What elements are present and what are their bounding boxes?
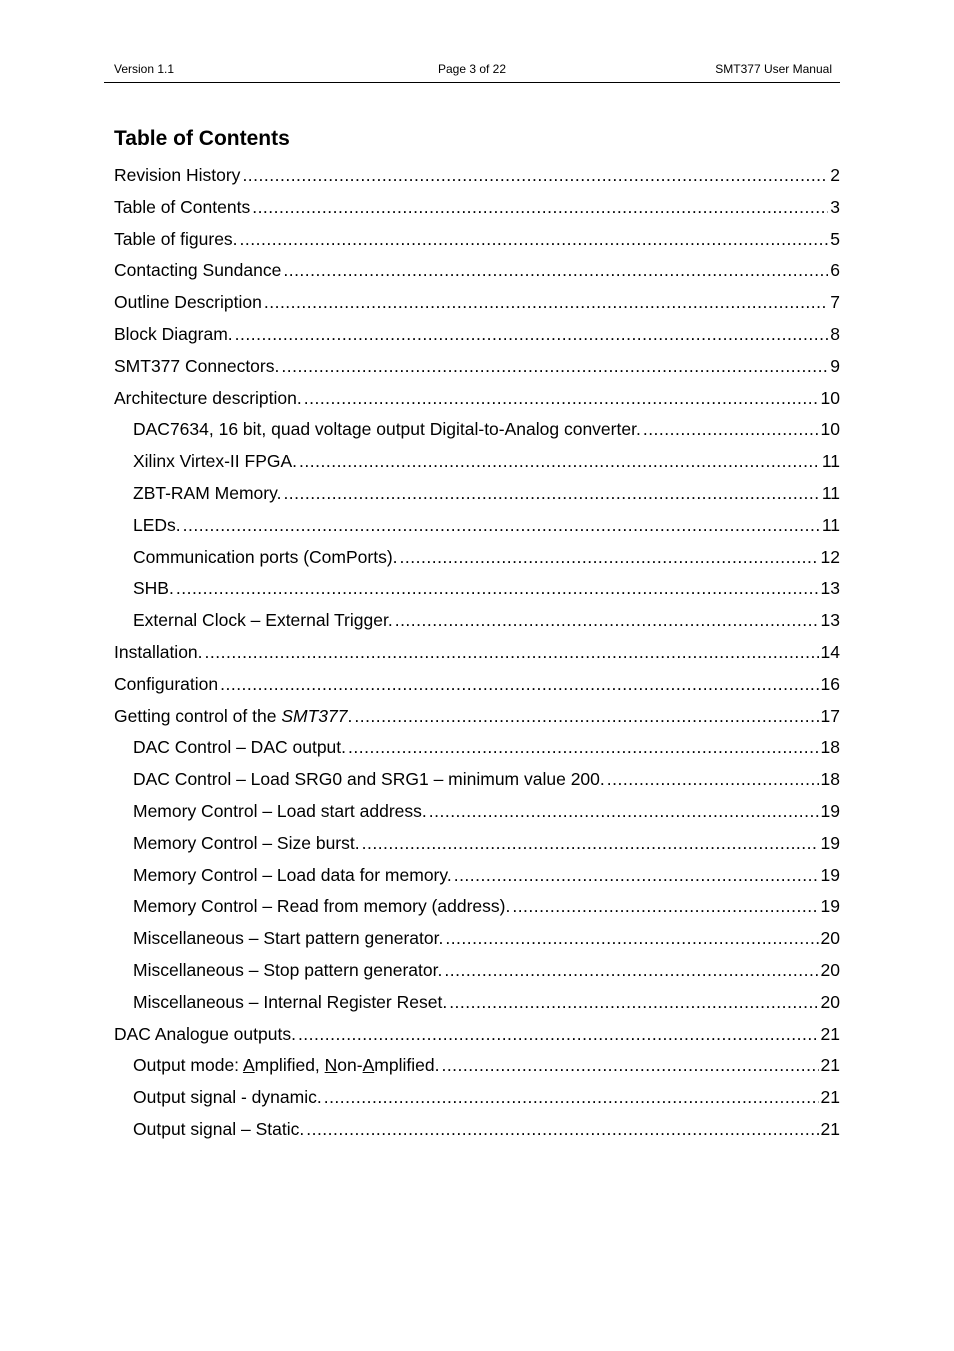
toc-dot-leader <box>348 732 819 764</box>
toc-entry[interactable] <box>114 860 840 892</box>
toc-entry-title: DAC Analogue outputs. <box>114 1023 296 1044</box>
toc-dot-leader <box>306 1114 818 1146</box>
toc-entry-title: DAC7634, 16 bit, quad voltage output Digital-to-Analog converter. <box>133 419 641 440</box>
toc-entry-page-number: 16 <box>820 673 840 694</box>
toc-entry[interactable] <box>114 287 840 319</box>
toc-dot-leader <box>220 669 818 701</box>
toc-entry-title: SMT377 Connectors. <box>114 355 280 376</box>
toc-entry-title: Memory Control – Load start address. <box>133 800 427 821</box>
toc-entry[interactable] <box>114 1019 840 1051</box>
toc-entry[interactable] <box>114 383 840 415</box>
toc-entry-title: Miscellaneous – Start pattern generator. <box>133 928 444 949</box>
toc-entry[interactable] <box>114 1050 840 1082</box>
toc-entry-page-number: 20 <box>820 959 840 980</box>
toc-dot-leader <box>354 701 818 733</box>
toc-entry-page-number: 19 <box>820 864 840 885</box>
toc-dot-leader <box>449 987 818 1019</box>
toc-entry[interactable] <box>114 637 840 669</box>
toc-entry-title: Miscellaneous – Internal Register Reset. <box>133 991 448 1012</box>
toc-entry-page-number: 8 <box>830 323 840 344</box>
toc-dot-leader <box>205 637 819 669</box>
toc-entry-title: Configuration <box>114 673 219 694</box>
toc-entry-page-number: 2 <box>830 165 840 185</box>
toc-list <box>114 160 840 1146</box>
toc-dot-leader <box>299 446 820 478</box>
toc-dot-leader <box>324 1082 819 1114</box>
toc-entry-title: Communication ports (ComPorts). <box>133 546 398 567</box>
toc-dot-leader <box>283 255 828 287</box>
toc-entry[interactable] <box>114 255 840 287</box>
toc-entry[interactable] <box>114 1114 840 1146</box>
toc-entry-title: Memory Control – Size burst. <box>133 832 360 853</box>
toc-entry-page-number: 21 <box>820 1055 840 1076</box>
toc-entry-title: Getting control of the SMT377. <box>114 705 353 726</box>
toc-dot-leader <box>395 605 819 637</box>
page-header <box>104 62 840 83</box>
toc-entry-page-number: 11 <box>821 482 840 503</box>
toc-entry-title: DAC Control – DAC output. <box>133 737 347 758</box>
toc-entry-title: Output signal – Static. <box>133 1118 305 1139</box>
toc-entry[interactable] <box>114 446 840 478</box>
toc-dot-leader <box>264 287 828 319</box>
toc-entry-title: Table of Contents <box>114 196 251 217</box>
toc-entry-title: Revision History <box>114 165 241 185</box>
header-page-number: Page 3 of 22 <box>437 62 507 76</box>
toc-entry-title: Block Diagram. <box>114 323 233 344</box>
toc-entry-title: Table of figures. <box>114 228 238 249</box>
toc-entry[interactable] <box>114 828 840 860</box>
toc-entry-page-number: 19 <box>820 832 840 853</box>
toc-entry-page-number: 5 <box>830 228 840 249</box>
toc-entry-title: Contacting Sundance <box>114 260 282 281</box>
toc-dot-leader <box>183 510 820 542</box>
toc-entry[interactable] <box>114 891 840 923</box>
header-manual-title: SMT377 User Manual <box>715 62 832 76</box>
toc-entry[interactable] <box>114 319 840 351</box>
toc-entry-page-number: 7 <box>830 292 840 313</box>
toc-dot-leader <box>512 891 818 923</box>
toc-entry[interactable] <box>114 542 840 574</box>
toc-entry[interactable] <box>114 224 840 256</box>
toc-entry[interactable] <box>114 192 840 224</box>
toc-entry-page-number: 11 <box>821 451 840 472</box>
toc-entry-page-number: 13 <box>820 578 840 599</box>
toc-entry-title: Architecture description. <box>114 387 302 408</box>
toc-entry[interactable] <box>114 573 840 605</box>
toc-entry[interactable] <box>114 955 840 987</box>
toc-dot-leader <box>400 542 819 574</box>
toc-entry-page-number: 3 <box>830 196 840 217</box>
toc-entry-title: Output signal - dynamic. <box>133 1087 322 1108</box>
toc-entry-title: Xilinx Virtex-II FPGA. <box>133 451 298 472</box>
toc-dot-leader <box>240 224 829 256</box>
toc-entry-page-number: 20 <box>820 991 840 1012</box>
toc-entry-page-number: 20 <box>820 928 840 949</box>
toc-entry-page-number: 19 <box>820 896 840 917</box>
toc-entry-title: Outline Description <box>114 292 262 313</box>
toc-dot-leader <box>298 1019 819 1051</box>
toc-entry[interactable] <box>114 987 840 1019</box>
toc-entry[interactable] <box>114 923 840 955</box>
toc-entry-title: SHB. <box>133 578 174 599</box>
toc-entry-page-number: 13 <box>820 610 840 631</box>
toc-dot-leader <box>362 828 819 860</box>
toc-entry-page-number: 6 <box>830 260 840 281</box>
toc-dot-leader <box>643 414 819 446</box>
toc-entry[interactable] <box>114 1082 840 1114</box>
toc-entry-page-number: 21 <box>820 1118 840 1139</box>
toc-dot-leader <box>441 1050 818 1082</box>
toc-dot-leader <box>607 764 819 796</box>
toc-dot-leader <box>283 478 819 510</box>
toc-entry[interactable] <box>114 701 840 733</box>
toc-dot-leader <box>235 319 829 351</box>
toc-entry-title: LEDs. <box>133 514 181 535</box>
toc-entry[interactable] <box>114 796 840 828</box>
toc-entry-page-number: 11 <box>821 514 840 535</box>
toc-entry-page-number: 9 <box>830 355 840 376</box>
toc-title: Table of Contents <box>114 127 290 150</box>
toc-dot-leader <box>281 351 828 383</box>
toc-entry-page-number: 10 <box>820 387 840 408</box>
toc-dot-leader <box>429 796 819 828</box>
toc-entry-page-number: 18 <box>820 769 840 790</box>
toc-entry[interactable] <box>114 160 840 192</box>
toc-dot-leader <box>252 192 828 224</box>
toc-entry[interactable] <box>114 669 840 701</box>
toc-dot-leader <box>444 955 818 987</box>
toc-entry[interactable] <box>114 510 840 542</box>
toc-entry-title: ZBT-RAM Memory. <box>133 482 282 503</box>
toc-entry-page-number: 21 <box>820 1023 840 1044</box>
toc-dot-leader <box>304 383 819 415</box>
toc-dot-leader <box>445 923 818 955</box>
toc-entry[interactable] <box>114 732 840 764</box>
toc-entry-page-number: 21 <box>820 1087 840 1108</box>
toc-entry-title: Memory Control – Read from memory (address). <box>133 896 511 917</box>
toc-entry-title: Output mode: Amplified, Non-Amplified. <box>133 1055 440 1076</box>
toc-entry-title: External Clock – External Trigger. <box>133 610 393 631</box>
toc-entry-page-number: 18 <box>820 737 840 758</box>
toc-entry-page-number: 14 <box>820 641 840 662</box>
toc-entry-page-number: 17 <box>820 705 840 726</box>
toc-entry-page-number: 12 <box>820 546 840 567</box>
toc-dot-leader <box>454 860 819 892</box>
toc-entry[interactable] <box>114 605 840 637</box>
toc-entry[interactable] <box>114 351 840 383</box>
toc-entry[interactable] <box>114 414 840 446</box>
header-version: Version 1.1 <box>114 62 175 76</box>
toc-dot-leader <box>176 573 819 605</box>
toc-entry[interactable] <box>114 764 840 796</box>
toc-entry-title: Memory Control – Load data for memory. <box>133 864 452 885</box>
toc-entry[interactable] <box>114 478 840 510</box>
toc-entry-page-number: 10 <box>820 419 840 440</box>
toc-entry-title: Miscellaneous – Stop pattern generator. <box>133 959 443 980</box>
toc-entry-title: Installation. <box>114 641 203 662</box>
toc-entry-title: DAC Control – Load SRG0 and SRG1 – minimum value 200. <box>133 769 605 790</box>
toc-dot-leader <box>242 160 828 192</box>
toc-entry-page-number: 19 <box>820 800 840 821</box>
